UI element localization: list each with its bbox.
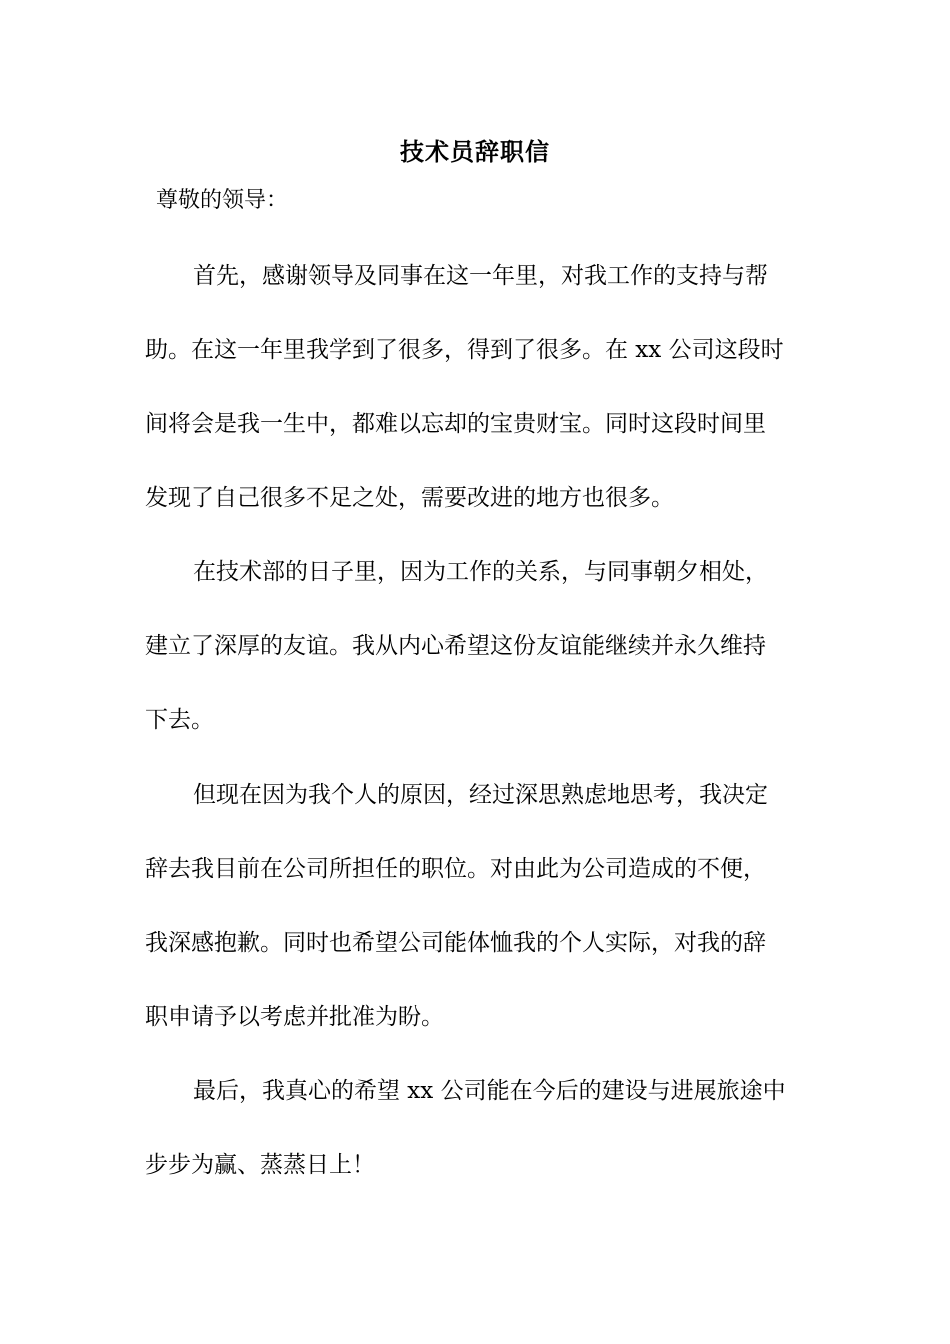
- salutation: 尊敬的领导：: [156, 188, 289, 213]
- paragraph-line: 但现在因为我个人的原因，经过深思熟虑地思考，我决定: [193, 782, 768, 808]
- paragraph-line: 我深感抱歉。同时也希望公司能体恤我的个人实际，对我的辞: [145, 930, 766, 956]
- paragraph-line: 职申请予以考虑并批准为盼。: [145, 1004, 444, 1030]
- paragraph-line: 辞去我目前在公司所担任的职位。对由此为公司造成的不便，: [145, 856, 766, 882]
- paragraph-2: [145, 535, 807, 757]
- paragraph-line: 发现了自己很多不足之处，需要改进的地方也很多。: [145, 485, 674, 511]
- paragraph-line: 最后，我真心的希望 xx 公司能在今后的建设与进展旅途中: [193, 1078, 786, 1104]
- paragraph-1: [145, 239, 807, 535]
- paragraph-3: [145, 758, 807, 1054]
- paragraph-line: 在技术部的日子里，因为工作的关系，与同事朝夕相处，: [193, 559, 768, 585]
- paragraph-line: 首先，感谢领导及同事在这一年里，对我工作的支持与帮: [193, 263, 768, 289]
- paragraph-line: 助。在这一年里我学到了很多，得到了很多。在 xx 公司这段时: [145, 337, 784, 363]
- paragraph-line: 间将会是我一生中，都难以忘却的宝贵财宝。同时这段时间里: [145, 411, 766, 437]
- paragraph-line: 下去。: [145, 707, 214, 733]
- paragraph-line: 步步为赢、蒸蒸日上！: [145, 1152, 375, 1178]
- paragraph-4: [145, 1054, 807, 1202]
- document-title: 技术员辞职信: [400, 137, 550, 166]
- paragraph-line: 建立了深厚的友谊。我从内心希望这份友谊能继续并永久维持: [145, 633, 766, 659]
